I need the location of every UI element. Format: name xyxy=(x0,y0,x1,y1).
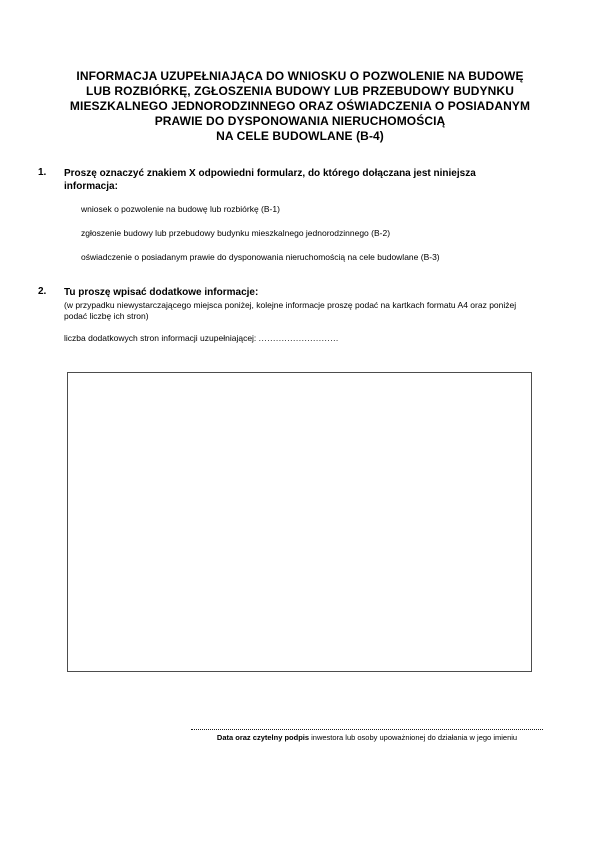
option-b3-oswiadczenie[interactable] xyxy=(81,252,581,263)
option-b1-label: wniosek o pozwolenie na budowę lub rozbiórkę (B-1) xyxy=(81,204,280,214)
form-title-line: LUB ROZBIÓRKĘ, ZGŁOSZENIA BUDOWY LUB PRZEBUDOWY BUDYNKU xyxy=(86,84,514,98)
section-2-note xyxy=(64,300,558,321)
signature-caption-rest: inwestora lub osoby upoważnionej do działania w jego imieniu xyxy=(309,733,518,742)
signature-line[interactable] xyxy=(191,729,543,730)
additional-pages-label: liczba dodatkowych stron informacji uzupełniającej: xyxy=(64,333,257,343)
option-b2-zgloszenie[interactable] xyxy=(81,228,581,239)
additional-info-box[interactable] xyxy=(67,372,532,672)
section-1-number: 1. xyxy=(38,167,47,178)
signature-caption xyxy=(191,733,543,742)
section-2-note-line: (w przypadku niewystarczającego miejsca poniżej, kolejne informacje proszę podać na kartkach formatu A4 oraz poniżej xyxy=(64,300,517,310)
additional-pages-row xyxy=(64,333,564,344)
form-title-line: INFORMACJA UZUPEŁNIAJĄCA DO WNIOSKU O POZWOLENIE NA BUDOWĘ xyxy=(76,69,524,83)
form-title-line: PRAWIE DO DYSPONOWANIA NIERUCHOMOŚCIĄ xyxy=(154,114,446,128)
form-title-line: MIESZKALNEGO JEDNORODZINNEGO ORAZ OŚWIADCZENIA O POSIADANYM xyxy=(69,99,531,113)
signature-area xyxy=(191,729,543,742)
section-1 xyxy=(38,167,558,193)
signature-caption-bold: Data oraz czytelny podpis xyxy=(216,733,310,742)
section-2-note-line: podać liczbę ich stron) xyxy=(64,310,149,321)
form-title-line: NA CELE BUDOWLANE (B-4) xyxy=(216,129,384,143)
section-2-heading: Tu proszę wpisać dodatkowe informacje: xyxy=(64,287,259,298)
section-1-heading-line: informacja: xyxy=(64,181,118,192)
form-title xyxy=(0,69,600,144)
option-b2-label: zgłoszenie budowy lub przebudowy budynku mieszkalnego jednorodzinnego (B-2) xyxy=(81,228,391,238)
additional-pages-fill-in[interactable]: ............................ xyxy=(258,333,339,343)
section-2 xyxy=(38,286,558,321)
option-b1-wniosek[interactable] xyxy=(81,204,581,215)
section-1-heading-line: Proszę oznaczyć znakiem X odpowiedni formularz, do którego dołączana jest niniejsza xyxy=(64,168,476,179)
section-2-number: 2. xyxy=(38,286,47,297)
option-b3-label: oświadczenie o posiadanym prawie do dysponowania nieruchomością na cele budowlane (B-3) xyxy=(81,252,440,262)
